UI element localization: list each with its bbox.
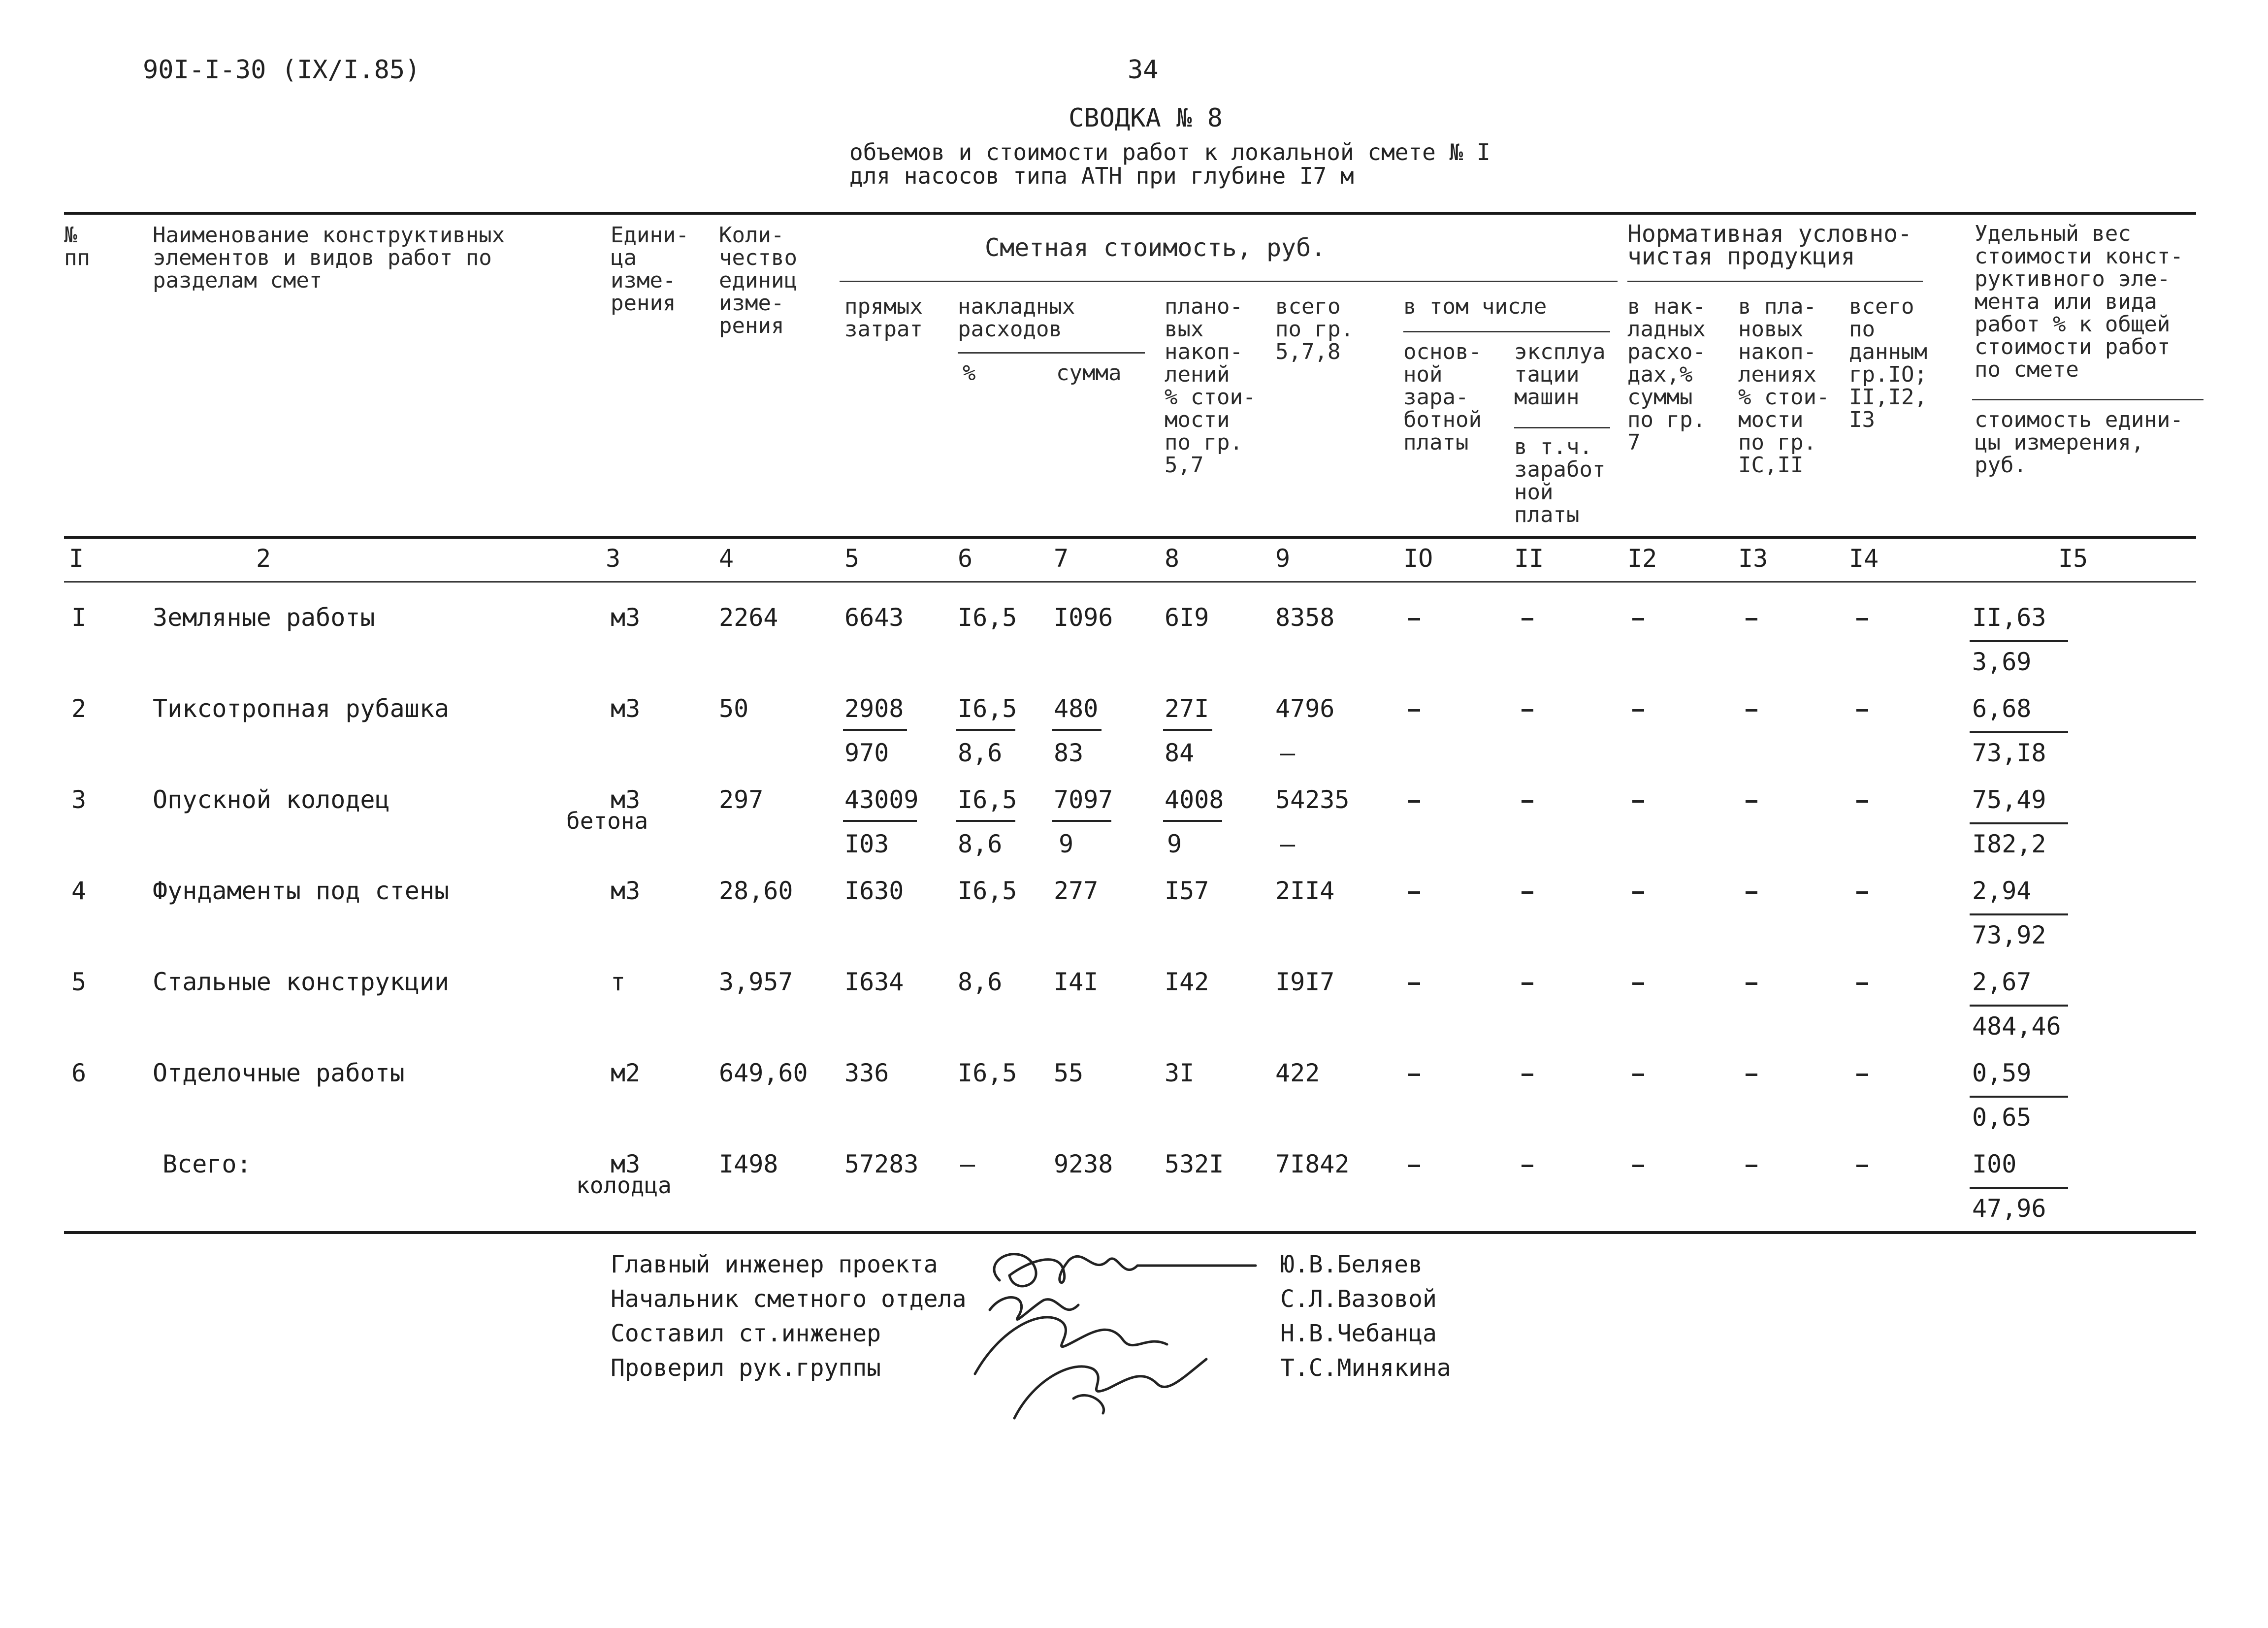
- row-overhead-sum-alt: 9: [1059, 830, 1074, 858]
- row-quantity: 649,60: [719, 1059, 808, 1087]
- empty-value-dash: [1856, 1165, 1868, 1167]
- header-unit: Едини- ца изме- рения: [611, 223, 689, 316]
- empty-value-dash: [1856, 891, 1868, 894]
- row-share-percent: 0,59: [1972, 1059, 2032, 1087]
- row-share-percent: 2,94: [1972, 877, 2032, 905]
- empty-value-dash: [1408, 1074, 1420, 1076]
- header-cost-group: Сметная стоимость, руб.: [985, 233, 1326, 262]
- total-unit: м3: [611, 1150, 641, 1178]
- empty-value-dash: [1632, 800, 1644, 803]
- header-base-wage: основ- ной зара- ботной платы: [1403, 339, 1482, 455]
- fraction-bar: [956, 820, 1015, 822]
- col-number: 6: [958, 544, 973, 573]
- row-overhead-sum: I096: [1054, 603, 1113, 632]
- row-overhead-percent-alt: 8,6: [958, 830, 1003, 858]
- col-number: IO: [1403, 544, 1433, 573]
- row-direct-costs: 43009: [844, 785, 919, 814]
- row-quantity: 50: [719, 694, 749, 723]
- col-number: 3: [606, 544, 621, 573]
- col15-divider: [1972, 399, 2203, 400]
- fraction-bar: [843, 820, 917, 822]
- summary-title: СВОДКА № 8: [1069, 103, 1223, 133]
- row-total-cost: 8358: [1275, 603, 1335, 632]
- row-unit-cost: 0,65: [1972, 1103, 2032, 1132]
- row-total-cost: 2II4: [1275, 877, 1335, 905]
- signer-role-chief-engineer: Главный инженер проекта: [611, 1251, 938, 1278]
- row-overhead-percent: I6,5: [958, 603, 1017, 632]
- row-planned-savings-alt: 9: [1167, 830, 1182, 858]
- row-total-cost: 4796: [1275, 694, 1335, 723]
- header-quantity: Коли- чество единиц изме- рения: [719, 223, 797, 338]
- cost-group-divider: [840, 281, 1618, 282]
- colnum-bottom-border: [64, 581, 2196, 583]
- row-unit: м3: [611, 694, 641, 723]
- total-overhead-sum: 9238: [1054, 1150, 1113, 1178]
- col-number: II: [1514, 544, 1544, 573]
- row-unit-cost: 484,46: [1972, 1012, 2061, 1041]
- norm-group-divider: [1627, 281, 1923, 282]
- empty-value-dash: [1522, 618, 1533, 620]
- row-direct-costs: 336: [844, 1059, 889, 1087]
- row-overhead-sum-alt: 83: [1054, 739, 1084, 767]
- signer-name-checker: Т.С.Минякина: [1280, 1354, 1451, 1382]
- fraction-bar: [1970, 1187, 2068, 1189]
- empty-value-dash: [1746, 709, 1757, 712]
- row-unit-note: бетона: [566, 808, 648, 834]
- fraction-bar: [1970, 822, 2068, 824]
- empty-value-dash: [1746, 800, 1757, 803]
- empty-value-dash: [1522, 1165, 1533, 1167]
- col-number: 2: [256, 544, 271, 573]
- row-planned-savings: 6I9: [1165, 603, 1209, 632]
- header-norm-total: всего по данным гр.IO; II,I2, I3: [1849, 294, 1927, 432]
- row-name: Тиксотропная рубашка: [153, 694, 450, 723]
- row-name: Стальные конструкции: [153, 968, 450, 996]
- row-overhead-sum: 7097: [1054, 785, 1113, 814]
- empty-value-dash: [1746, 1074, 1757, 1076]
- row-share-percent: 75,49: [1972, 785, 2046, 814]
- empty-value-dash: [1856, 1074, 1868, 1076]
- empty-value-dash: [1632, 1165, 1644, 1167]
- fraction-bar: [1970, 731, 2068, 733]
- header-total-cost: всего по гр. 5,7,8: [1275, 294, 1354, 364]
- incl-divider: [1403, 331, 1610, 332]
- empty-value-dash: [1746, 982, 1757, 985]
- row-direct-costs: I634: [844, 968, 904, 996]
- row-overhead-sum: 277: [1054, 877, 1099, 905]
- empty-value-dash: [1632, 709, 1644, 712]
- row-overhead-sum: 55: [1054, 1059, 1084, 1087]
- total-unit-cost: 47,96: [1972, 1194, 2046, 1223]
- row-planned-savings: 3I: [1165, 1059, 1195, 1087]
- row-name: Земляные работы: [153, 603, 375, 632]
- total-label: Всего:: [162, 1150, 252, 1178]
- header-machine-operation: эксплуа тации машин: [1514, 339, 1606, 410]
- row-number: 5: [71, 968, 87, 996]
- empty-value-dash: [1746, 1165, 1757, 1167]
- header-overhead-percent: %: [963, 360, 976, 386]
- total-share-percent: I00: [1972, 1150, 2017, 1178]
- empty-value-dash: [1522, 709, 1533, 712]
- row-name: Фундаменты под стены: [153, 877, 450, 905]
- fraction-bar: [843, 729, 907, 731]
- total-planned-savings: 532I: [1165, 1150, 1224, 1178]
- row-unit-cost: I82,2: [1972, 830, 2046, 858]
- signer-role-compiler: Составил ст.инженер: [611, 1320, 881, 1347]
- row-number: 6: [71, 1059, 87, 1087]
- row-name: Отделочные работы: [153, 1059, 405, 1087]
- document-code: 90I-I-30 (IX/I.85): [143, 55, 421, 85]
- empty-value-dash: [1746, 618, 1757, 620]
- empty-value-dash: [1408, 800, 1420, 803]
- row-overhead-percent: I6,5: [958, 1059, 1017, 1087]
- empty-value-dash: [1632, 891, 1644, 894]
- row-name: Опускной колодец: [153, 785, 390, 814]
- header-norm-planned: в пла- новых накоп- лениях % стои- мости по гр. IC,II: [1738, 294, 1830, 478]
- fraction-bar: [1052, 820, 1111, 822]
- header-direct-costs: прямых затрат: [844, 294, 923, 342]
- total-overhead-percent: –: [960, 1150, 975, 1178]
- signer-role-estimate-head: Начальник сметного отдела: [611, 1285, 967, 1313]
- empty-value-dash: [1856, 709, 1868, 712]
- empty-value-dash: [1522, 1074, 1533, 1076]
- empty-value-dash: [1856, 982, 1868, 985]
- row-quantity: 3,957: [719, 968, 793, 996]
- row-number: I: [71, 603, 87, 632]
- row-number: 4: [71, 877, 87, 905]
- row-overhead-percent-alt: 8,6: [958, 739, 1003, 767]
- handwritten-signatures: [960, 1231, 1280, 1428]
- empty-value-dash: [1522, 800, 1533, 803]
- row-unit: т: [611, 968, 626, 996]
- table-top-border: [64, 212, 2196, 215]
- row-number: 3: [71, 785, 87, 814]
- header-row-number: № пп: [64, 223, 90, 270]
- row-unit: м3: [611, 785, 641, 814]
- empty-value-dash: [1856, 618, 1868, 620]
- row-planned-savings: I57: [1165, 877, 1209, 905]
- row-quantity: 297: [719, 785, 764, 814]
- row-share-percent: 2,67: [1972, 968, 2032, 996]
- empty-value-dash: [1408, 891, 1420, 894]
- row-overhead-percent: I6,5: [958, 785, 1017, 814]
- row-total-cost: 422: [1275, 1059, 1320, 1087]
- header-overhead-sum: сумма: [1056, 360, 1122, 386]
- row-quantity: 28,60: [719, 877, 793, 905]
- fraction-bar: [1970, 640, 2068, 642]
- empty-value-dash: [1746, 891, 1757, 894]
- header-norm-production: Нормативная условно- чистая продукция: [1627, 220, 1912, 270]
- row-planned-savings: 4008: [1165, 785, 1224, 814]
- header-including: в том числе: [1403, 294, 1547, 319]
- summary-subtitle-line1: объемов и стоимости работ к локальной смете № I: [849, 139, 1490, 165]
- row-total-cost: 54235: [1275, 785, 1350, 814]
- row-overhead-percent: I6,5: [958, 877, 1017, 905]
- empty-value-dash: [1408, 982, 1420, 985]
- row-unit-cost: 73,I8: [1972, 739, 2046, 767]
- summary-subtitle-line2: для насосов типа АТН при глубине I7 м: [849, 163, 1354, 189]
- empty-value-dash: [1632, 618, 1644, 620]
- col-number: I5: [2058, 544, 2088, 573]
- row-overhead-sum: 480: [1054, 694, 1099, 723]
- fraction-bar: [1970, 1005, 2068, 1007]
- row-planned-savings: I42: [1165, 968, 1209, 996]
- row-overhead-percent: 8,6: [958, 968, 1003, 996]
- row-unit-cost: 3,69: [1972, 648, 2032, 676]
- col-number: 7: [1054, 544, 1069, 573]
- col-number: I4: [1849, 544, 1879, 573]
- row-share-percent: 6,68: [1972, 694, 2032, 723]
- header-overhead-group: накладных расходов: [958, 294, 1075, 342]
- header-share-percent: Удельный вес стоимости конст- руктивного эле- мента или вида работ % к общей стоимости работ по смете: [1975, 221, 2183, 382]
- total-quantity: I498: [719, 1150, 778, 1178]
- overhead-divider: [958, 352, 1145, 354]
- row-direct-costs: 6643: [844, 603, 904, 632]
- fraction-bar: [1970, 1096, 2068, 1098]
- total-cost: 7I842: [1275, 1150, 1350, 1178]
- row-total-cost-alt: –: [1280, 830, 1296, 858]
- fraction-bar: [1163, 820, 1222, 822]
- header-bottom-border: [64, 536, 2196, 539]
- header-norm-overhead: в нак- ладных расхо- дах,% суммы по гр. 7: [1627, 294, 1706, 455]
- empty-value-dash: [1632, 1074, 1644, 1076]
- page-number: 34: [1128, 55, 1159, 85]
- col-number: I: [69, 544, 84, 573]
- row-quantity: 2264: [719, 603, 778, 632]
- col-number: 8: [1165, 544, 1180, 573]
- row-number: 2: [71, 694, 87, 723]
- signer-role-checker: Проверил рук.группы: [611, 1354, 881, 1382]
- col-number: 9: [1275, 544, 1291, 573]
- row-direct-costs-alt: I03: [844, 830, 889, 858]
- header-machine-wage: в т.ч. заработ ной платы: [1514, 434, 1606, 527]
- empty-value-dash: [1522, 982, 1533, 985]
- row-overhead-percent: I6,5: [958, 694, 1017, 723]
- empty-value-dash: [1408, 618, 1420, 620]
- signer-name-compiler: Н.В.Чебанца: [1280, 1320, 1437, 1347]
- header-unit-cost: стоимость едини- цы измерения, руб.: [1975, 407, 2183, 478]
- row-unit: м3: [611, 877, 641, 905]
- fraction-bar: [1163, 729, 1212, 731]
- row-unit-cost: 73,92: [1972, 921, 2046, 949]
- row-direct-costs: I630: [844, 877, 904, 905]
- row-unit: м2: [611, 1059, 641, 1087]
- col-number: 5: [844, 544, 860, 573]
- empty-value-dash: [1408, 1165, 1420, 1167]
- row-total-cost: I9I7: [1275, 968, 1335, 996]
- total-direct-costs: 57283: [844, 1150, 919, 1178]
- header-item-name: Наименование конструктивных элементов и видов работ по разделам смет: [153, 223, 505, 293]
- fraction-bar: [1052, 729, 1102, 731]
- col-number: I3: [1738, 544, 1768, 573]
- row-direct-costs-alt: 970: [844, 739, 889, 767]
- col-number: 4: [719, 544, 734, 573]
- fraction-bar: [1970, 913, 2068, 915]
- signer-name-estimate-head: С.Л.Вазовой: [1280, 1285, 1437, 1313]
- empty-value-dash: [1408, 709, 1420, 712]
- col-number: I2: [1627, 544, 1657, 573]
- row-planned-savings-alt: 84: [1165, 739, 1195, 767]
- row-planned-savings: 27I: [1165, 694, 1209, 723]
- row-total-cost-alt: –: [1280, 739, 1296, 767]
- total-unit-note: колодца: [576, 1172, 672, 1199]
- machine-wage-divider: [1514, 427, 1610, 428]
- fraction-bar: [956, 729, 1015, 731]
- row-unit: м3: [611, 603, 641, 632]
- empty-value-dash: [1856, 800, 1868, 803]
- empty-value-dash: [1632, 982, 1644, 985]
- header-planned-savings: плано- вых накоп- лений % стои- мости по гр. 5,7: [1165, 294, 1256, 478]
- row-share-percent: II,63: [1972, 603, 2046, 632]
- row-direct-costs: 2908: [844, 694, 904, 723]
- signer-name-chief-engineer: Ю.В.Беляев: [1280, 1251, 1423, 1278]
- empty-value-dash: [1522, 891, 1533, 894]
- row-overhead-sum: I4I: [1054, 968, 1099, 996]
